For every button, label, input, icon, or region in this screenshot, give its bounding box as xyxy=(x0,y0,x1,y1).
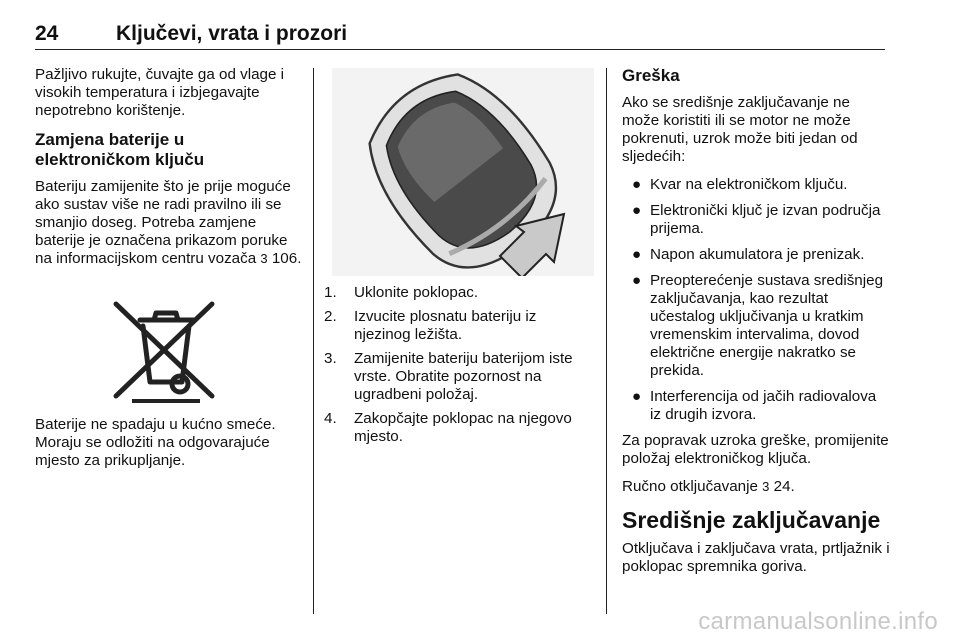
list-item: 2. Izvucite plosnatu bateriju iz njezinog ležišta. xyxy=(324,308,537,343)
chapter-title: Ključevi, vrata i prozori xyxy=(116,22,348,45)
error-intro: Ako se središnje zaključavanje ne može koristiti ili se motor ne može pokrenuti, uzrok može biti jedan od sljedećih: xyxy=(622,94,858,165)
list-item: ● Elektronički ključ je izvan područja prijema. xyxy=(632,202,881,237)
list-item: 4. Zakopčajte poklopac na njegovo mjesto. xyxy=(324,410,572,445)
battery-replacement-heading: Zamjena baterije u elektroničkom ključu xyxy=(35,130,205,169)
header-divider xyxy=(35,49,885,50)
page-reference-link[interactable]: 106. xyxy=(271,250,302,267)
page-reference-icon: 3 xyxy=(260,251,268,266)
watermark: carmanualsonline.info xyxy=(698,608,938,635)
page-reference-icon: 3 xyxy=(762,479,770,494)
manual-unlock-text: Ručno otključavanje xyxy=(622,478,758,495)
column-left xyxy=(35,66,303,278)
list-item: ● Interferencija od jačih radiovalova iz drugih izvora. xyxy=(632,388,877,423)
column-divider-left xyxy=(313,68,314,614)
manual-unlock-paragraph xyxy=(622,478,890,496)
column-middle xyxy=(322,284,590,452)
electronic-key-illustration xyxy=(332,68,594,276)
error-causes-list xyxy=(622,176,890,424)
disposal-block xyxy=(35,416,303,480)
central-locking-heading: Središnje zaključavanje xyxy=(622,507,881,533)
list-item: ● Napon akumulatora je prenizak. xyxy=(632,246,865,263)
page-number: 24 xyxy=(35,22,59,45)
crossed-out-wheelie-bin-icon xyxy=(112,296,220,404)
list-item: ● Preopterećenje sustava središnjeg zaključavanja, kao rezultat učestalog uključivanja u kratkim vremenskim intervalima, dovod električne energije nakratko se prekida. xyxy=(632,272,884,379)
list-item: ● Kvar na elektroničkom ključu. xyxy=(632,176,848,193)
battery-replacement-text: Bateriju zamijenite što je prije moguće ako sustav više ne radi pravilno ili se smanjio doseg. Potreba zamjene baterije je označena prikazom poruke na informacijskom centru vozača xyxy=(35,178,291,267)
column-divider-right xyxy=(606,68,607,614)
list-item: 3. Zamijenite bateriju baterijom iste vrste. Obratite pozornost na ugradbeni položaj. xyxy=(324,350,573,403)
battery-replacement-paragraph xyxy=(35,178,303,268)
disposal-paragraph: Baterije ne spadaju u kućno smeće. Moraju se odložiti na odgovarajuće mjesto za prikupljanje. xyxy=(35,416,276,469)
column-right xyxy=(622,66,890,586)
intro-paragraph: Pažljivo rukujte, čuvajte ga od vlage i visokih temperatura i izbjegavajte nepotrebno korištenje. xyxy=(35,66,285,119)
page-reference-link[interactable]: 24. xyxy=(773,478,795,495)
error-heading: Greška xyxy=(622,66,680,85)
fix-paragraph: Za popravak uzroka greške, promijenite položaj elektroničkog ključa. xyxy=(622,432,889,467)
central-locking-paragraph: Otključava i zaključava vrata, prtljažnik i poklopac spremnika goriva. xyxy=(622,540,890,575)
list-item: 1. Uklonite poklopac. xyxy=(324,284,479,301)
steps-list xyxy=(322,284,590,446)
